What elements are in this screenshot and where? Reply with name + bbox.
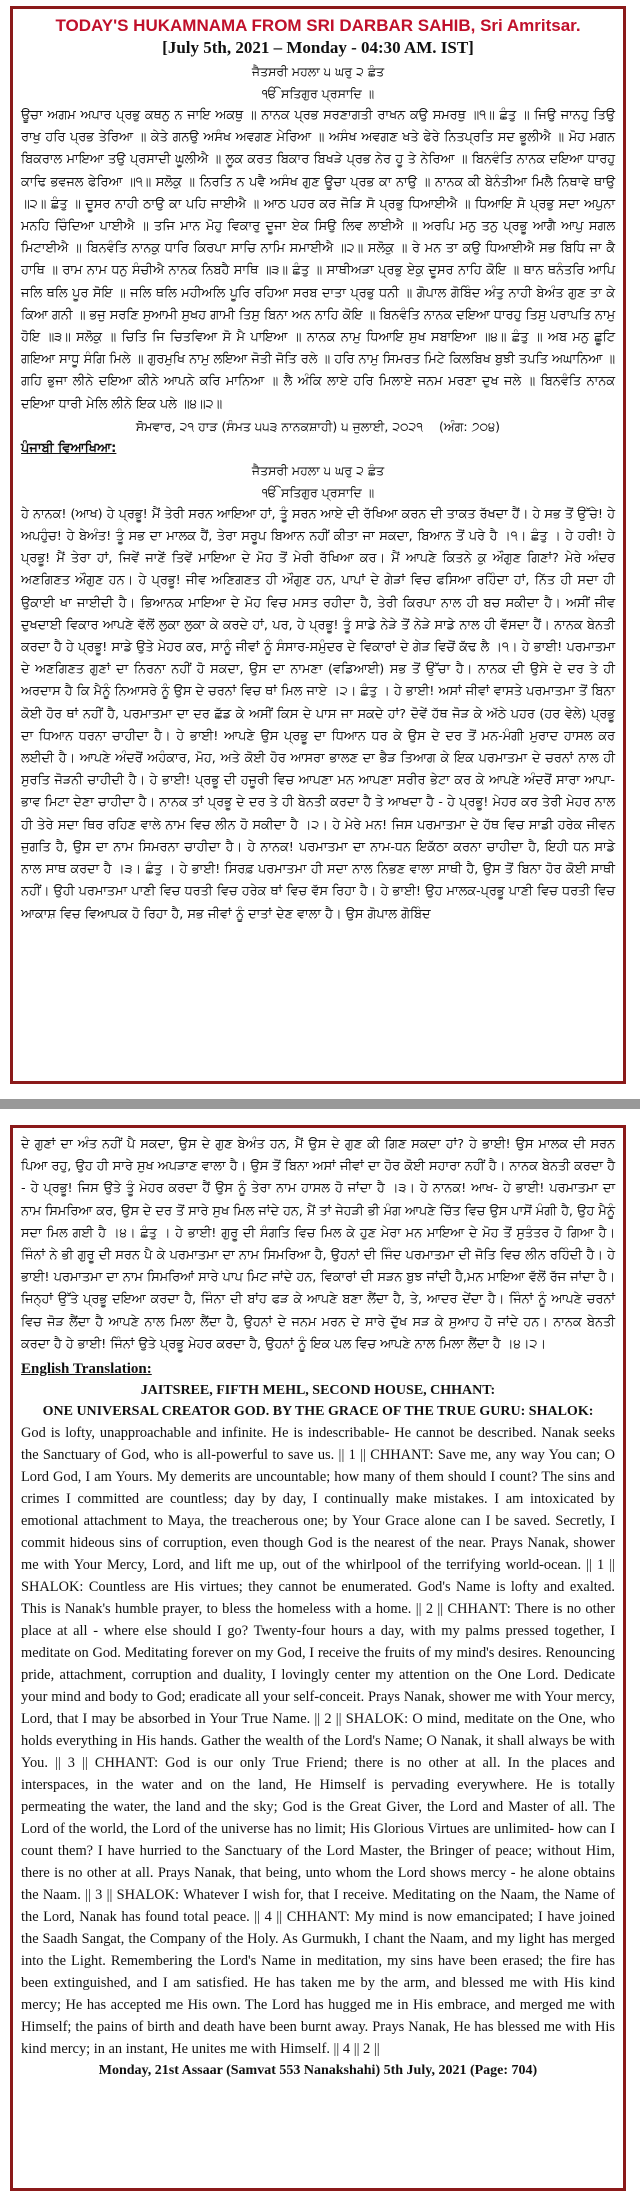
page-title: TODAY'S HUKAMNAMA FROM SRI DARBAR SAHIB, Sri Amritsar. xyxy=(55,16,581,35)
punjabi-heading-raag: ਜੈਤਸਰੀ ਮਹਲਾ ੫ ਘਰੁ ੨ ਛੰਤ xyxy=(251,462,385,478)
date-line: [July 5th, 2021 – Monday - 04:30 AM. IST] xyxy=(162,38,474,57)
punjabi-text-part2: ਦੇ ਗੁਣਾਂ ਦਾ ਅੰਤ ਨਹੀਂ ਪੈ ਸਕਦਾ, ਉਸ ਦੇ ਗੁਣ ਬੇਅੰਤ ਹਨ, ਮੈਂ ਉਸ ਦੇ ਗੁਣ ਕੀ ਗਿਣ ਸਕਦਾ ਹਾਂ? ਹੇ ਭਾਈ! ਉਸ ਮਾਲਕ ਦੀ ਸਰਨ ਪਿਆ ਰਹੁ, ਉਹ ਹੀ ਸਾਰੇ ਸੁਖ ਅਪੜਾਣ ਵਾਲਾ ਹੈ। ਉਸ ਤੋਂ ਬਿਨਾ ਅਸਾਂ ਜੀਵਾਂ ਦਾ ਹੋਰ ਕੋਈ ਸਹਾਰਾ ਨਹੀਂ ਹੈ। ਨਾਨਕ ਬੇਨਤੀ ਕਰਦਾ ਹੈ - ਹੇ ਪ੍ਰਭੂ! ਜਿਸ ਉਤੇ ਤੂੰ ਮੇਹਰ ਕਰਦਾ ਹੈਂ ਉਸ ਨੂੰ ਤੇਰਾ ਨਾਮ ਹਾਸਲ ਹੋ ਜਾਂਦਾ ਹੈ ।੩। ਹੇ ਨਾਨਕ! ਆਖ- ਹੇ ਭਾਈ! ਪਰਮਾਤਮਾ ਦਾ ਨਾਮ ਸਿਮਰਿਆ ਕਰ, ਉਸ ਦੇ ਦਰ ਤੋਂ ਸਾਰੇ ਸੁਖ ਮਿਲ ਜਾਂਦੇ ਹਨ, ਮੈਂ ਤਾਂ ਜੇਹੜੀ ਭੀ ਮੰਗ ਆਪਣੇ ਚਿੱਤ ਵਿਚ ਉਸ ਪਾਸੋਂ ਮੰਗੀ ਹੈ, ਉਹ ਮੈਨੂੰ ਸਦਾ ਮਿਲ ਗਈ ਹੈ ।੪। ਛੰਤੁ । ਹੇ ਭਾਈ! ਗੁਰੂ ਦੀ ਸੰਗਤਿ ਵਿਚ ਮਿਲ ਕੇ ਹੁਣ ਮੇਰਾ ਮਨ ਮਾਇਆ ਦੇ ਮੋਹ ਤੋਂ ਸੁਤੰਤਰ ਹੋ ਗਿਆ ਹੈ। ਜਿੰਨਾਂ ਨੇ ਭੀ ਗੁਰੂ ਦੀ ਸਰਨ ਪੈ ਕੇ ਪਰਮਾਤਮਾ ਦਾ ਨਾਮ ਸਿਮਰਿਆ ਹੈ, ਉਹਨਾਂ ਦੀ ਜਿੰਦ ਪਰਮਾਤਮਾ ਦੀ ਜੋਤਿ ਵਿਚ ਲੀਨ ਰਹਿੰਦੀ ਹੈ। ਹੇ ਭਾਈ! ਪਰਮਾਤਮਾ ਦਾ ਨਾਮ ਸਿਮਰਿਆਂ ਸਾਰੇ ਪਾਪ ਮਿਟ ਜਾਂਦੇ ਹਨ, ਵਿਕਾਰਾਂ ਦੀ ਸੜਨ ਬੁਝ ਜਾਂਦੀ ਹੈ,ਮਨ ਮਾਇਆ ਵੱਲੋਂ ਰੱਜ ਜਾਂਦਾ ਹੈ। ਜਿਨ੍ਹਾਂ ਉੱਤੇ ਪ੍ਰਭੂ ਦਇਆ ਕਰਦਾ ਹੈ, ਜਿੰਨਾ ਦੀ ਬਾਂਹ ਫੜ ਕੇ ਆਪਣੇ ਬਣਾ ਲੈਂਦਾ ਹੈ, ਤੇ, ਆਦਰ ਦੇਂਦਾ ਹੈ। ਜਿੰਨਾਂ ਨੂੰ ਆਪਣੇ ਚਰਨਾਂ ਵਿਚ ਜੋੜ ਲੈਂਦਾ ਹੈ ਆਪਣੇ ਨਾਲ ਮਿਲਾ ਲੈਂਦਾ ਹੈ, ਉਹਨਾਂ ਦੇ ਜਨਮ ਮਰਨ ਦੇ ਸਾਰੇ ਦੁੱਖ ਸੜ ਕੇ ਸੁਆਹ ਹੋ ਜਾਂਦੇ ਹਨ। ਨਾਨਕ ਬੇਨਤੀ ਕਰਦਾ ਹੈ ਹੇ ਭਾਈ! ਜਿੰਨਾਂ ਉਤੇ ਪ੍ਰਭੂ ਮੇਹਰ ਕਰਦਾ ਹੈ, ਉਹਨਾਂ ਨੂੰ ਇਕ ਪਲ ਵਿਚ ਆਪਣੇ ਨਾਲ ਮਿਲਾ ਲੈਂਦਾ ਹੈ ।੪।੨। xyxy=(21,1137,615,1352)
punjabi-label: ਪੰਜਾਬੀ ਵਿਆਖਿਆ: xyxy=(21,440,117,456)
english-footer-date: Monday, 21st Assaar (Samvat 553 Nanakshahi) 5th July, 2021 (Page: 704) xyxy=(98,2063,538,2079)
gurbani-text: ਊਚਾ ਅਗਮ ਅਪਾਰ ਪ੍ਰਭੁ ਕਥਨੁ ਨ ਜਾਇ ਅਕਥੁ ॥ ਨਾਨਕ ਪ੍ਰਭ ਸਰਣਾਗਤੀ ਰਾਖਨ ਕਉ ਸਮਰਥੁ ॥੧॥ ਛੰਤੁ ॥ ਜਿਉ ਜਾਨਹੁ ਤਿਉ ਰਾਖੁ ਹਰਿ ਪ੍ਰਭ ਤੇਰਿਆ ॥ ਕੇਤੇ ਗਨਉ ਅਸੰਖ ਅਵਗਣ ਮੇਰਿਆ ॥ ਅਸੰਖ ਅਵਗਣ ਖਤੇ ਫੇਰੇ ਨਿਤਪ੍ਰਤਿ ਸਦ ਭੂਲੀਐ ॥ ਮੋਹ ਮਗਨ ਬਿਕਰਾਲ ਮਾਇਆ ਤਉ ਪ੍ਰਸਾਦੀ ਘੂਲੀਐ ॥ ਲੂਕ ਕਰਤ ਬਿਕਾਰ ਬਿਖੜੇ ਪ੍ਰਭ ਨੇਰ ਹੂ ਤੇ ਨੇਰਿਆ ॥ ਬਿਨਵੰਤਿ ਨਾਨਕ ਦਇਆ ਧਾਰਹੁ ਕਾਢਿ ਭਵਜਲ ਫੇਰਿਆ ॥੧॥ ਸਲੋਕੁ ॥ ਨਿਰਤਿ ਨ ਪਵੈ ਅਸੰਖ ਗੁਣ ਊਚਾ ਪ੍ਰਭ ਕਾ ਨਾਉ ॥ ਨਾਨਕ ਕੀ ਬੇਨੰਤੀਆ ਮਿਲੈ ਨਿਥਾਵੇ ਥਾਉ ॥੨॥ ਛੰਤੁ ॥ ਦੂਸਰ ਨਾਹੀ ਠਾਉ ਕਾ ਪਹਿ ਜਾਈਐ ॥ ਆਠ ਪਹਰ ਕਰ ਜੋੜਿ ਸੋ ਪ੍ਰਭੁ ਧਿਆਈਐ ॥ ਧਿਆਇ ਸੋ ਪ੍ਰਭੁ ਸਦਾ ਅਪੁਨਾ ਮਨਹਿ ਚਿੰਦਿਆ ਪਾਈਐ ॥ ਤਜਿ ਮਾਨ ਮੋਹੁ ਵਿਕਾਰੁ ਦੂਜਾ ਏਕ ਸਿਉ ਲਿਵ ਲਾਈਐ ॥ ਅਰਪਿ ਮਨੁ ਤਨੁ ਪ੍ਰਭੂ ਆਗੈ ਆਪੁ ਸਗਲ ਮਿਟਾਈਐ ॥ ਬਿਨਵੰਤਿ ਨਾਨਕੁ ਧਾਰਿ ਕਿਰਪਾ ਸਾਚਿ ਨਾਮਿ ਸਮਾਈਐ ॥੨॥ ਸਲੋਕੁ ॥ ਰੇ ਮਨ ਤਾ ਕਉ ਧਿਆਈਐ ਸਭ ਬਿਧਿ ਜਾ ਕੈ ਹਾਥਿ ॥ ਰਾਮ ਨਾਮ ਧਨੁ ਸੰਚੀਐ ਨਾਨਕ ਨਿਬਹੈ ਸਾਥਿ ॥੩॥ ਛੰਤੁ ॥ ਸਾਥੀਅੜਾ ਪ੍ਰਭੁ ਏਕੁ ਦੂਸਰ ਨਾਹਿ ਕੋਇ ॥ ਥਾਨ ਥਨੰਤਰਿ ਆਪਿ ਜਲਿ ਥਲਿ ਪੂਰ ਸੋਇ ॥ ਜਲਿ ਥਲਿ ਮਹੀਅਲਿ ਪੂਰਿ ਰਹਿਆ ਸਰਬ ਦਾਤਾ ਪ੍ਰਭੁ ਧਨੀ ॥ ਗੋਪਾਲ ਗੋਬਿੰਦ ਅੰਤੁ ਨਾਹੀ ਬੇਅੰਤ ਗੁਣ ਤਾ ਕੇ ਕਿਆ ਗਨੀ ॥ ਭਜੁ ਸਰਣਿ ਸੁਆਮੀ ਸੁਖਹ ਗਾਮੀ ਤਿਸੁ ਬਿਨਾ ਅਨ ਨਾਹਿ ਕੋਇ ॥ ਬਿਨਵੰਤਿ ਨਾਨਕ ਦਇਆ ਧਾਰਹੁ ਤਿਸੁ ਪਰਾਪਤਿ ਨਾਮੁ ਹੋਇ ॥੩॥ ਸਲੋਕੁ ॥ ਚਿਤਿ ਜਿ ਚਿਤਵਿਆ ਸੋ ਮੈ ਪਾਇਆ ॥ ਨਾਨਕ ਨਾਮੁ ਧਿਆਇ ਸੁਖ ਸਬਾਇਆ ॥੪॥ ਛੰਤੁ ॥ ਅਬ ਮਨੁ ਛੂਟਿ ਗਇਆ ਸਾਧੂ ਸੰਗਿ ਮਿਲੇ ॥ ਗੁਰਮੁਖਿ ਨਾਮੁ ਲਇਆ ਜੋਤੀ ਜੋਤਿ ਰਲੇ ॥ ਹਰਿ ਨਾਮੁ ਸਿਮਰਤ ਮਿਟੇ ਕਿਲਬਿਖ ਬੁਝੀ ਤਪਤਿ ਅਘਾਨਿਆ ॥ ਗਹਿ ਭੁਜਾ ਲੀਨੇ ਦਇਆ ਕੀਨੇ ਆਪਨੇ ਕਰਿ ਮਾਨਿਆ ॥ ਲੈ ਅੰਕਿ ਲਾਏ ਹਰਿ ਮਿਲਾਏ ਜਨਮ ਮਰਣਾ ਦੁਖ ਜਲੇ ॥ ਬਿਨਵੰਤਿ ਨਾਨਕ ਦਇਆ ਧਾਰੀ ਮੇਲਿ ਲੀਨੇ ਇਕ ਪਲੇ ॥੪॥੨॥ xyxy=(21,108,615,412)
hukamnama-panel-top xyxy=(10,6,626,1084)
hukamnama-panel-bottom xyxy=(10,1125,626,2191)
gurbani-ang: (ਅੰਗ: ੭੦੪) xyxy=(439,418,501,434)
punjabi-heading-mool: ੴ ਸਤਿਗੁਰ ਪ੍ਰਸਾਦਿ ॥ xyxy=(261,484,375,500)
english-label: English Translation: xyxy=(21,1361,152,1378)
english-heading-raag: JAITSREE, FIFTH MEHL, SECOND HOUSE, CHHANT: xyxy=(140,1383,496,1399)
gurbani-heading-mool: ੴ ਸਤਿਗੁਰ ਪ੍ਰਸਾਦਿ ॥ xyxy=(261,86,375,101)
gurbani-date: ਸੋਮਵਾਰ, ੨੧ ਹਾੜ (ਸੰਮਤ ੫੫੩ ਨਾਨਕਸ਼ਾਹੀ) ੫ ਜੁਲਾਈ, ੨੦੨੧ xyxy=(135,418,424,434)
english-text: God is lofty, unapproachable and infinite. He is indescribable- He cannot be described. Nanak seeks the Sanctuary of God, who is all-powerful to save us. || 1 || CHHANT: Save me, any way You can; O Lord God, I am Yours. My demerits are uncountable; how many of them should I count? The sins and crimes I committed are countless; day by day, I continually make mistakes. I am intoxicated by emotional attachment to Maya, the treacherous one; by Your Grace alone can I be saved. Secretly, I commit hideous sins of corruption, even though God is the nearest of the near. Prays Nanak, shower me with Your Mercy, Lord, and lift me up, out of the whirlpool of the terrifying world-ocean. || 1 || SHALOK: Countless are His virtues; they cannot be enumerated. God's Name is lofty and exalted. This is Nanak's humble prayer, to bless the homeless with a home. || 2 || CHHANT: There is no other place at all - where else should I go? Twenty-four hours a day, with my palms pressed together, I meditate on God. Meditating forever on my God, I receive the fruits of my mind's desires. Renouncing pride, attachment, corruption and duality, I lovingly center my attention on the One Lord. Dedicate your mind and body to God; eradicate all your self-conceit. Prays Nanak, shower me with Your mercy, Lord, that I may be absorbed in Your True Name. || 2 || SHALOK: O mind, meditate on the One, who holds everything in His hands. Gather the wealth of the Lord's Name; O Nanak, it shall always be with You. || 3 || CHHANT: God is our only True Friend; there is no other at all. In the places and interspaces, in the water and on the land, He Himself is pervading everywhere. He is totally permeating the water, the land and the sky; God is the Great Giver, the Lord and Master of all. The Lord of the world, the Lord of the universe has no limit; His Glorious Virtues are unlimited- how can I count them? I have hurried to the Sanctuary of the Lord Master, the Bringer of peace; without Him, there is no other at all. Prays Nanak, that being, unto whom the Lord shows mercy - he alone obtains the Naam. || 3 || SHALOK: Whatever I wish for, that I receive. Meditating on the Naam, the Name of the Lord, Nanak has found total peace. || 4 || CHHANT: My mind is now emancipated; I have joined the Saadh Sangat, the Company of the Holy. As Gurmukh, I chant the Naam, and my light has merged into the Light. Remembering the Lord's Name in meditation, my sins have been erased; the fire has been extinguished, and I am satisfied. He has taken me by the arm, and blessed me with His kind mercy; He has accepted me His own. The Lord has hugged me in His embrace, and merged me with Himself; the pains of birth and death have been burnt away. Prays Nanak, He has blessed me with His kind mercy; in an instant, He unites me with Himself. || 4 || 2 || xyxy=(21,1425,615,2058)
gurbani-date-ang xyxy=(21,416,615,438)
gurbani-heading-raag: ਜੈਤਸਰੀ ਮਹਲਾ ੫ ਘਰੁ ੨ ਛੰਤ xyxy=(251,64,385,79)
punjabi-text-part1: ਹੇ ਨਾਨਕ! (ਆਖ) ਹੇ ਪ੍ਰਭੂ! ਮੈਂ ਤੇਰੀ ਸਰਨ ਆਇਆ ਹਾਂ, ਤੂੰ ਸਰਨ ਆਏ ਦੀ ਰੱਖਿਆ ਕਰਨ ਦੀ ਤਾਕਤ ਰੱਖਦਾ ਹੈਂ। ਹੇ ਸਭ ਤੋਂ ਉੱਚੇ! ਹੇ ਅਪਹੁੰਚ! ਹੇ ਬੇਅੰਤ! ਤੂੰ ਸਭ ਦਾ ਮਾਲਕ ਹੈਂ, ਤੇਰਾ ਸਰੂਪ ਬਿਆਨ ਨਹੀਂ ਕੀਤਾ ਜਾ ਸਕਦਾ, ਬਿਆਨ ਤੋਂ ਪਰੇ ਹੈ ।੧। ਛੰਤੁ । ਹੇ ਹਰੀ! ਹੇ ਪ੍ਰਭੂ! ਮੈਂ ਤੇਰਾ ਹਾਂ, ਜਿਵੇਂ ਜਾਣੇਂ ਤਿਵੇਂ ਮਾਇਆ ਦੇ ਮੋਹ ਤੋਂ ਮੇਰੀ ਰੱਖਿਆ ਕਰ। ਮੈਂ ਆਪਣੇ ਕਿਤਨੇ ਕੁ ਔਗੁਣ ਗਿਣਾਂ? ਮੇਰੇ ਅੰਦਰ ਅਣਗਿਣਤ ਔਗੁਣ ਹਨ। ਹੇ ਪ੍ਰਭੂ! ਜੀਵ ਅਣਿਗਣਤ ਹੀ ਔਗੁਣ ਹਨ, ਪਾਪਾਂ ਦੇ ਗੇੜਾਂ ਵਿਚ ਫਸਿਆ ਰਹਿੰਦਾ ਹਾਂ, ਨਿੱਤ ਹੀ ਸਦਾ ਹੀ ਉਕਾਈ ਖਾ ਜਾਈਦੀ ਹੈ। ਭਿਆਨਕ ਮਾਇਆ ਦੇ ਮੋਹ ਵਿਚ ਮਸਤ ਰਹੀਦਾ ਹੈ, ਤੇਰੀ ਕਿਰਪਾ ਨਾਲ ਹੀ ਬਚ ਸਕੀਦਾ ਹੈ। ਅਸੀਂ ਜੀਵ ਦੁਖਦਾਈ ਵਿਕਾਰ ਆਪਣੇ ਵੱਲੋਂ ਲੁਕਾ ਲੁਕਾ ਕੇ ਕਰਦੇ ਹਾਂ, ਪਰ, ਹੇ ਪ੍ਰਭੂ! ਤੂੰ ਸਾਡੇ ਨੇੜੇ ਤੋਂ ਨੇੜੇ ਸਾਡੇ ਨਾਲ ਹੀ ਵੱਸਦਾ ਹੈਂ। ਨਾਨਕ ਬੇਨਤੀ ਕਰਦਾ ਹੈ ਹੇ ਪ੍ਰਭੂ! ਸਾਡੇ ਉਤੇ ਮੇਹਰ ਕਰ, ਸਾਨੂੰ ਜੀਵਾਂ ਨੂੰ ਸੰਸਾਰ-ਸਮੁੰਦਰ ਦੇ ਵਿਕਾਰਾਂ ਦੇ ਗੇੜ ਵਿਚੋਂ ਕੱਢ ਲੈ ।੧। ਹੇ ਭਾਈ! ਪਰਮਾਤਮਾ ਦੇ ਅਣਗਿਣਤ ਗੁਣਾਂ ਦਾ ਨਿਰਨਾ ਨਹੀਂ ਹੋ ਸਕਦਾ, ਉਸ ਦਾ ਨਾਮਣਾ (ਵਡਿਆਈ) ਸਭ ਤੋਂ ਉੱਚਾ ਹੈ। ਨਾਨਕ ਦੀ ਉਸੇ ਦੇ ਦਰ ਤੇ ਹੀ ਅਰਦਾਸ ਹੈ ਕਿ ਮੈਨੂੰ ਨਿਆਸਰੇ ਨੂੰ ਉਸ ਦੇ ਚਰਨਾਂ ਵਿਚ ਥਾਂ ਮਿਲ ਜਾਏ ।੨। ਛੰਤੁ । ਹੇ ਭਾਈ! ਅਸਾਂ ਜੀਵਾਂ ਵਾਸਤੇ ਪਰਮਾਤਮਾ ਤੋਂ ਬਿਨਾ ਕੋਈ ਹੋਰ ਥਾਂ ਨਹੀਂ ਹੈ, ਪਰਮਾਤਮਾ ਦਾ ਦਰ ਛੱਡ ਕੇ ਅਸੀਂ ਕਿਸ ਦੇ ਪਾਸ ਜਾ ਸਕਦੇ ਹਾਂ? ਦੋਵੇਂ ਹੱਥ ਜੋੜ ਕੇ ਅੱਠੇ ਪਹਰ (ਹਰ ਵੇਲੇ) ਪ੍ਰਭੂ ਦਾ ਧਿਆਨ ਧਰਨਾ ਚਾਹੀਦਾ ਹੈ। ਹੇ ਭਾਈ! ਆਪਣੇ ਉਸ ਪ੍ਰਭੂ ਦਾ ਧਿਆਨ ਧਰ ਕੇ ਉਸ ਦੇ ਦਰ ਤੋਂ ਮਨ-ਮੰਗੀ ਮੁਰਾਦ ਹਾਸਲ ਕਰ ਲਈਦੀ ਹੈ। ਆਪਣੇ ਅੰਦਰੋਂ ਅਹੰਕਾਰ, ਮੋਹ, ਅਤੇ ਕੋਈ ਹੋਰ ਆਸਰਾ ਭਾਲਣ ਦਾ ਭੈੜ ਤਿਆਗ ਕੇ ਇਕ ਪਰਮਾਤਮਾ ਦੇ ਚਰਨਾਂ ਨਾਲ ਹੀ ਸੁਰਤਿ ਜੋੜਨੀ ਚਾਹੀਦੀ ਹੈ। ਹੇ ਭਾਈ! ਪ੍ਰਭੂ ਦੀ ਹਜ਼ੂਰੀ ਵਿਚ ਆਪਣਾ ਮਨ ਆਪਣਾ ਸਰੀਰ ਭੇਟਾ ਕਰ ਕੇ ਆਪਣੇ ਅੰਦਰੋਂ ਸਾਰਾ ਆਪਾ-ਭਾਵ ਮਿਟਾ ਦੇਣਾ ਚਾਹੀਦਾ ਹੈ। ਨਾਨਕ ਤਾਂ ਪ੍ਰਭੂ ਦੇ ਦਰ ਤੇ ਹੀ ਬੇਨਤੀ ਕਰਦਾ ਹੈ ਤੇ ਆਖਦਾ ਹੈ - ਹੇ ਪ੍ਰਭੂ! ਮੇਹਰ ਕਰ ਤੇਰੀ ਮੇਹਰ ਨਾਲ ਹੀ ਤੇਰੇ ਸਦਾ ਥਿਰ ਰਹਿਣ ਵਾਲੇ ਨਾਮ ਵਿਚ ਲੀਨ ਹੋ ਸਕੀਦਾ ਹੈ ।੨। ਹੇ ਮੇਰੇ ਮਨ! ਜਿਸ ਪਰਮਾਤਮਾ ਦੇ ਹੱਥ ਵਿਚ ਸਾਡੀ ਹਰੇਕ ਜੀਵਨ ਜੁਗਤਿ ਹੈ, ਉਸ ਦਾ ਨਾਮ ਸਿਮਰਨਾ ਚਾਹੀਦਾ ਹੈ। ਹੇ ਨਾਨਕ! ਪਰਮਾਤਮਾ ਦਾ ਨਾਮ-ਧਨ ਇਕੱਠਾ ਕਰਨਾ ਚਾਹੀਦਾ ਹੈ, ਇਹੀ ਧਨ ਸਾਡੇ ਨਾਲ ਸਾਥ ਕਰਦਾ ਹੈ ।੩। ਛੰਤੁ । ਹੇ ਭਾਈ! ਸਿਰਫ਼ ਪਰਮਾਤਮਾ ਹੀ ਸਦਾ ਨਾਲ ਨਿਭਣ ਵਾਲਾ ਸਾਥੀ ਹੈ, ਉਸ ਤੋਂ ਬਿਨਾ ਹੋਰ ਕੋਈ ਸਾਥੀ ਨਹੀਂ। ਉਹੀ ਪਰਮਾਤਮਾ ਪਾਣੀ ਵਿਚ ਧਰਤੀ ਵਿਚ ਹਰੇਕ ਥਾਂ ਵਿਚ ਵੱਸ ਰਿਹਾ ਹੈ। ਹੇ ਭਾਈ! ਉਹ ਮਾਲਕ-ਪ੍ਰਭੂ ਪਾਣੀ ਵਿਚ ਧਰਤੀ ਵਿਚ ਆਕਾਸ਼ ਵਿਚ ਵਿਆਪਕ ਹੋ ਰਿਹਾ ਹੈ, ਸਭ ਜੀਵਾਂ ਨੂੰ ਦਾਤਾਂ ਦੇਣ ਵਾਲਾ ਹੈ। ਉਸ ਗੋਪਾਲ ਗੋਬਿੰਦ xyxy=(21,506,615,922)
english-heading-mool: ONE UNIVERSAL CREATOR GOD. BY THE GRACE OF THE TRUE GURU: SHALOK: xyxy=(42,1404,594,1420)
panel-divider xyxy=(0,1099,640,1109)
